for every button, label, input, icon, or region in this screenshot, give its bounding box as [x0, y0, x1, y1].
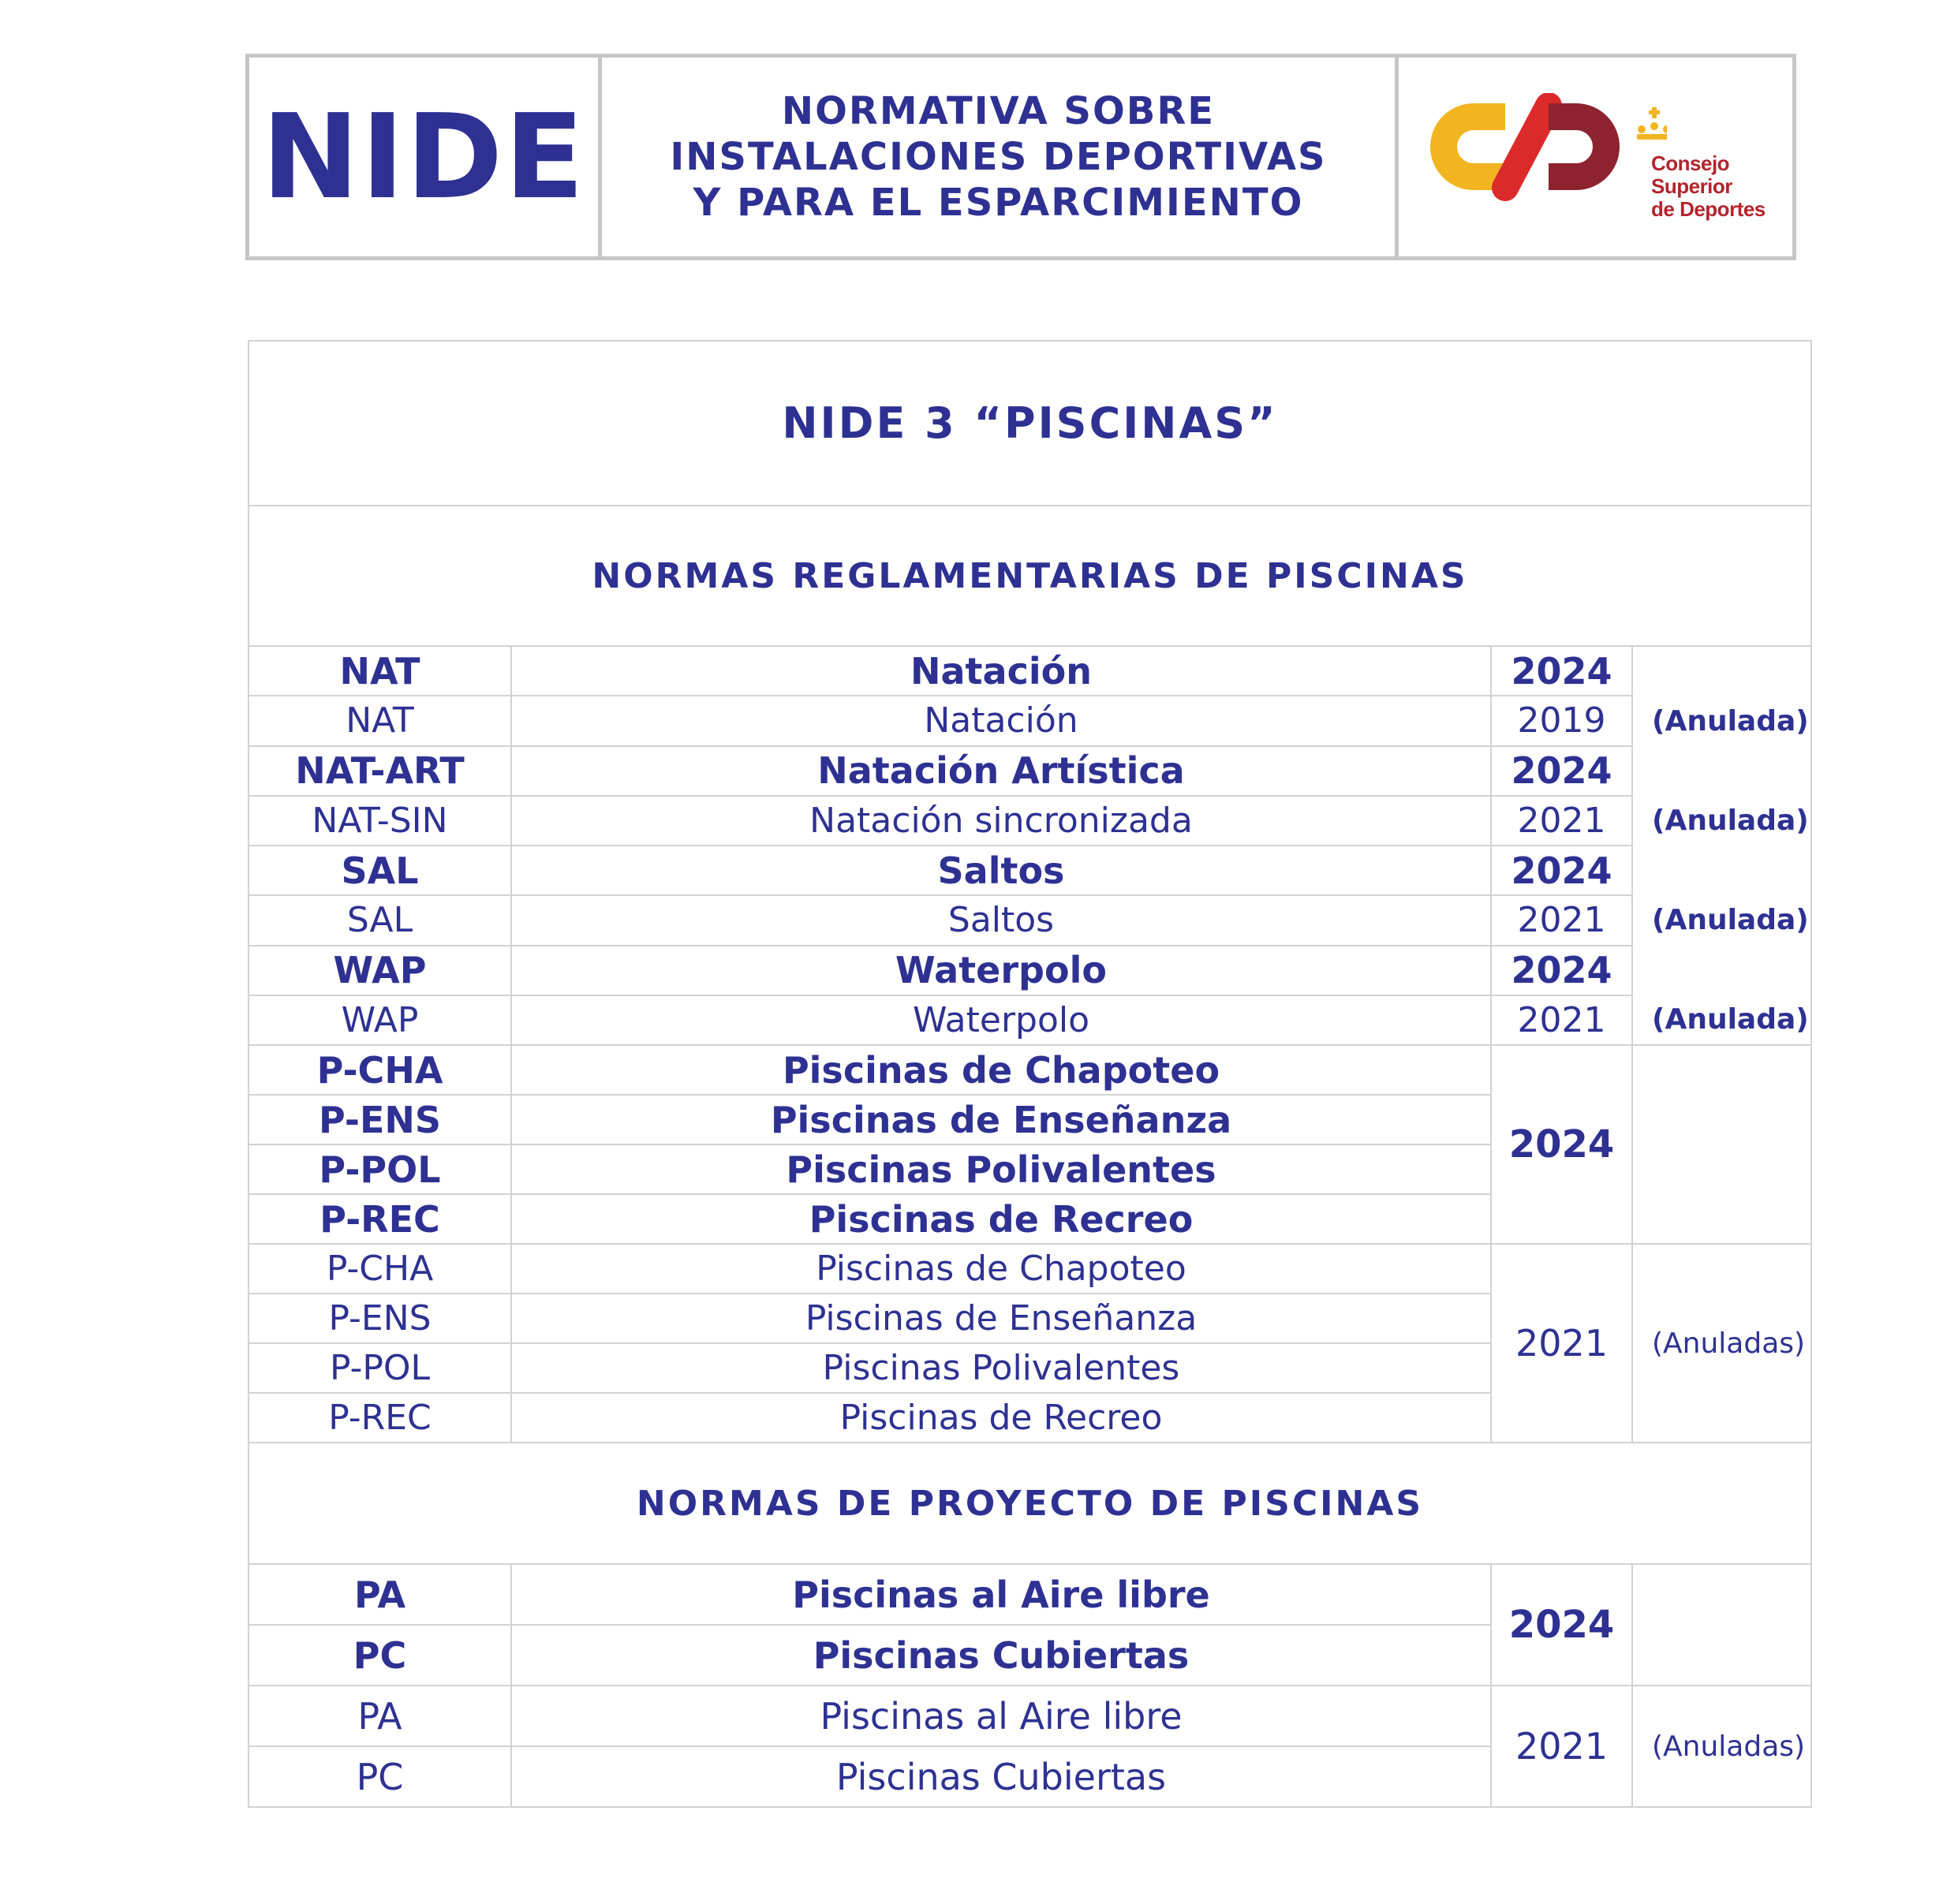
document-title: NIDE 3 “PISCINAS”: [248, 341, 1811, 506]
norma-year: 2024: [1491, 946, 1632, 995]
norma-year: 2019: [1491, 696, 1632, 745]
nide-logo-cell: [249, 58, 602, 256]
status-note: (Anulada): [1652, 805, 1809, 837]
table-row: [248, 1564, 1811, 1625]
header-title-line-3: Y PARA EL ESPARCIMIENTO: [693, 181, 1304, 225]
norma-name: Waterpolo: [511, 995, 1491, 1045]
group-status-note: (Anuladas): [1632, 1686, 1811, 1807]
csd-logo-line-3: de Deportes: [1651, 197, 1766, 221]
csd-logo-cell: [1399, 58, 1792, 256]
norma-code: PC: [248, 1746, 511, 1807]
norma-year: 2021: [1491, 995, 1632, 1045]
norma-name: Piscinas Polivalentes: [511, 1343, 1491, 1393]
norma-code: P-POL: [248, 1144, 511, 1194]
table-row: [248, 995, 1811, 1045]
section-header-row: [248, 1443, 1811, 1564]
group-year: 2024: [1491, 1564, 1632, 1686]
norma-name: Natación: [511, 696, 1491, 745]
table-row: [248, 946, 1811, 995]
norma-code: P-ENS: [248, 1095, 511, 1144]
norma-year: 2021: [1491, 895, 1632, 945]
csd-logo-line-2: Superior: [1651, 174, 1732, 198]
norma-name: Natación Artística: [511, 746, 1491, 796]
norma-code: P-POL: [248, 1343, 511, 1393]
norma-code: PC: [248, 1625, 511, 1686]
norma-name: Piscinas de Chapoteo: [511, 1244, 1491, 1294]
header-title-line-2: INSTALACIONES DEPORTIVAS: [670, 135, 1327, 179]
norma-name: Piscinas de Recreo: [511, 1393, 1491, 1443]
group-year: 2021: [1491, 1686, 1632, 1807]
norma-code: WAP: [248, 995, 511, 1045]
norma-name: Saltos: [511, 846, 1491, 895]
table-row: [248, 646, 1811, 696]
norma-name: Natación sincronizada: [511, 796, 1491, 846]
norma-name: Piscinas al Aire libre: [511, 1564, 1491, 1625]
section-header-row: [248, 506, 1811, 646]
section-title-proyecto: NORMAS DE PROYECTO DE PISCINAS: [248, 1443, 1811, 1564]
norma-name: Natación: [511, 646, 1491, 696]
norma-code: NAT-ART: [248, 746, 511, 796]
norma-code: P-CHA: [248, 1045, 511, 1095]
nide-logo-text: NIDE: [261, 89, 586, 225]
norma-year: 2024: [1491, 646, 1632, 696]
norma-name: Piscinas Polivalentes: [511, 1144, 1491, 1194]
norma-code: PA: [248, 1564, 511, 1625]
norma-name: Saltos: [511, 895, 1491, 945]
norma-code: P-REC: [248, 1194, 511, 1244]
norma-code: NAT-SIN: [248, 796, 511, 846]
group-note-empty: [1632, 1564, 1811, 1686]
group-status-note: (Anuladas): [1632, 1244, 1811, 1443]
notes-column-cell: [1632, 646, 1811, 1045]
norma-code: P-CHA: [248, 1244, 511, 1294]
table-row: [248, 746, 1811, 796]
status-note: (Anulada): [1652, 1003, 1809, 1036]
group-year: 2024: [1491, 1045, 1632, 1244]
group-year: 2021: [1491, 1244, 1632, 1443]
norma-code: NAT: [248, 646, 511, 696]
title-row: [248, 341, 1811, 506]
status-note: (Anulada): [1652, 705, 1809, 737]
norma-name: Piscinas de Chapoteo: [511, 1045, 1491, 1095]
csd-logo-line-1: Consejo: [1651, 151, 1730, 175]
table-row: [248, 846, 1811, 895]
header-title: [602, 58, 1399, 256]
status-note: (Anulada): [1652, 904, 1809, 936]
norma-name: Waterpolo: [511, 946, 1491, 995]
csd-logo-icon: [1430, 93, 1667, 211]
document-header: [245, 54, 1796, 260]
norma-code: NAT: [248, 696, 511, 745]
table-row: [248, 1244, 1811, 1294]
norma-code: SAL: [248, 895, 511, 945]
norma-code: P-ENS: [248, 1294, 511, 1343]
group-note-empty: [1632, 1045, 1811, 1244]
norma-name: Piscinas de Enseñanza: [511, 1095, 1491, 1144]
norma-code: SAL: [248, 846, 511, 895]
csd-logo-text: [1651, 152, 1766, 221]
norma-code: PA: [248, 1686, 511, 1746]
section-title-reglamentarias: NORMAS REGLAMENTARIAS DE PISCINAS: [248, 506, 1811, 646]
norma-name: Piscinas al Aire libre: [511, 1686, 1491, 1746]
table-row: [248, 895, 1811, 945]
table-row: [248, 1045, 1811, 1095]
norma-year: 2021: [1491, 796, 1632, 846]
norma-name: Piscinas Cubiertas: [511, 1625, 1491, 1686]
norma-year: 2024: [1491, 746, 1632, 796]
norma-year: 2024: [1491, 846, 1632, 895]
norma-name: Piscinas de Recreo: [511, 1194, 1491, 1244]
norma-name: Piscinas Cubiertas: [511, 1746, 1491, 1807]
normas-table: [248, 340, 1812, 1808]
header-title-line-1: NORMATIVA SOBRE: [781, 89, 1216, 133]
norma-name: Piscinas de Enseñanza: [511, 1294, 1491, 1343]
table-row: [248, 696, 1811, 745]
norma-code: WAP: [248, 946, 511, 995]
norma-code: P-REC: [248, 1393, 511, 1443]
table-row: [248, 796, 1811, 846]
table-row: [248, 1686, 1811, 1746]
